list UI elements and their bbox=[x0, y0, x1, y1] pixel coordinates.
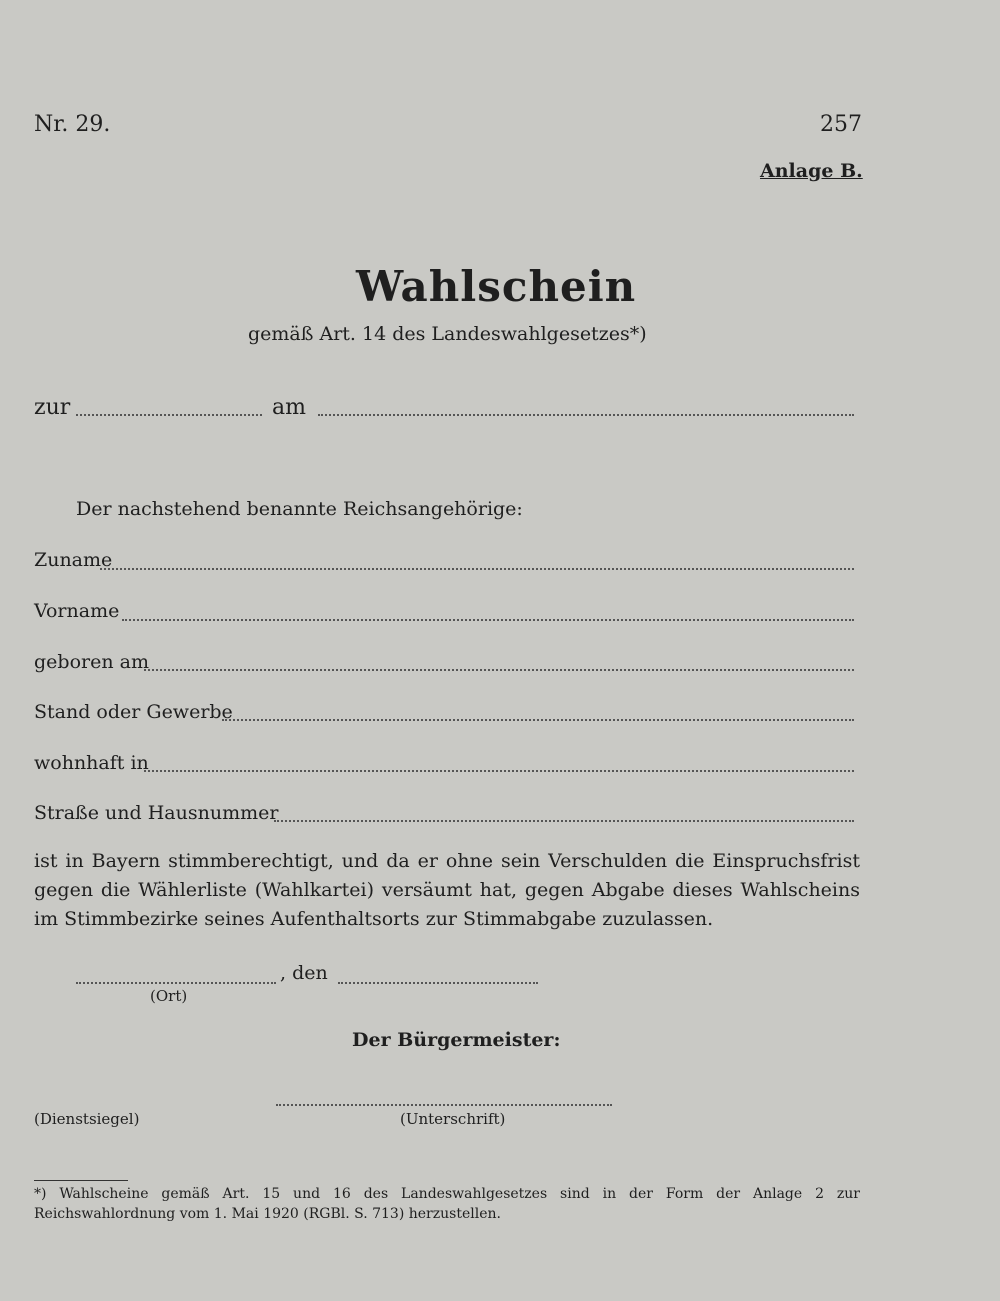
page-number: 257 bbox=[820, 112, 862, 137]
issue-number: Nr. 29. bbox=[34, 112, 111, 137]
place-field bbox=[76, 982, 276, 984]
signatory-title: Der Bürgermeister: bbox=[352, 1029, 561, 1051]
field-label-vorname: Vorname bbox=[34, 600, 120, 622]
footnote-rule bbox=[34, 1180, 128, 1181]
ort-label: (Ort) bbox=[150, 987, 188, 1005]
am-label: am bbox=[272, 395, 306, 420]
field-line-stand bbox=[222, 719, 854, 721]
intro-text: Der nachstehend benannte Reichsangehörige: bbox=[76, 498, 523, 520]
field-line-strasse bbox=[274, 820, 854, 822]
signature-field bbox=[276, 1104, 612, 1106]
field-label-stand: Stand oder Gewerbe bbox=[34, 701, 233, 723]
form-subtitle: gemäß Art. 14 des Landeswahlgesetzes*) bbox=[248, 323, 647, 345]
field-line-wohnhaft bbox=[144, 770, 854, 772]
signature-label: (Unterschrift) bbox=[400, 1110, 506, 1128]
zur-field bbox=[76, 414, 262, 416]
field-line-geboren bbox=[144, 669, 854, 671]
date-field bbox=[338, 982, 538, 984]
form-title: Wahlschein bbox=[356, 262, 637, 311]
zur-label: zur bbox=[34, 395, 71, 420]
field-line-zuname bbox=[100, 568, 854, 570]
field-line-vorname bbox=[122, 619, 854, 621]
field-label-strasse: Straße und Hausnummer bbox=[34, 802, 279, 824]
field-label-wohnhaft: wohnhaft in bbox=[34, 752, 149, 774]
footnote-text: *) Wahlscheine gemäß Art. 15 und 16 des Landeswahlgesetzes sind in der Form der Anlage 2 zur Reichswahlordnung vom 1. Mai 1920 (RGBl. S. 713) herzustellen. bbox=[34, 1186, 860, 1222]
am-field bbox=[318, 414, 854, 416]
annex-label: Anlage B. bbox=[760, 160, 863, 182]
field-label-geboren: geboren am bbox=[34, 651, 149, 673]
den-label: , den bbox=[280, 962, 328, 984]
body-paragraph: ist in Bayern stimmberechtigt, und da er ohne sein Verschulden die Einspruchsfrist gegen die Wählerliste (Wahlkartei) versäumt hat, gegen Abgabe dieses Wahlscheins im Stimmbezirke seines Aufenthaltsorts zur Stimmabgabe zuzulassen. bbox=[34, 850, 860, 930]
field-label-zuname: Zuname bbox=[34, 549, 113, 571]
seal-label: (Dienstsiegel) bbox=[34, 1110, 140, 1128]
